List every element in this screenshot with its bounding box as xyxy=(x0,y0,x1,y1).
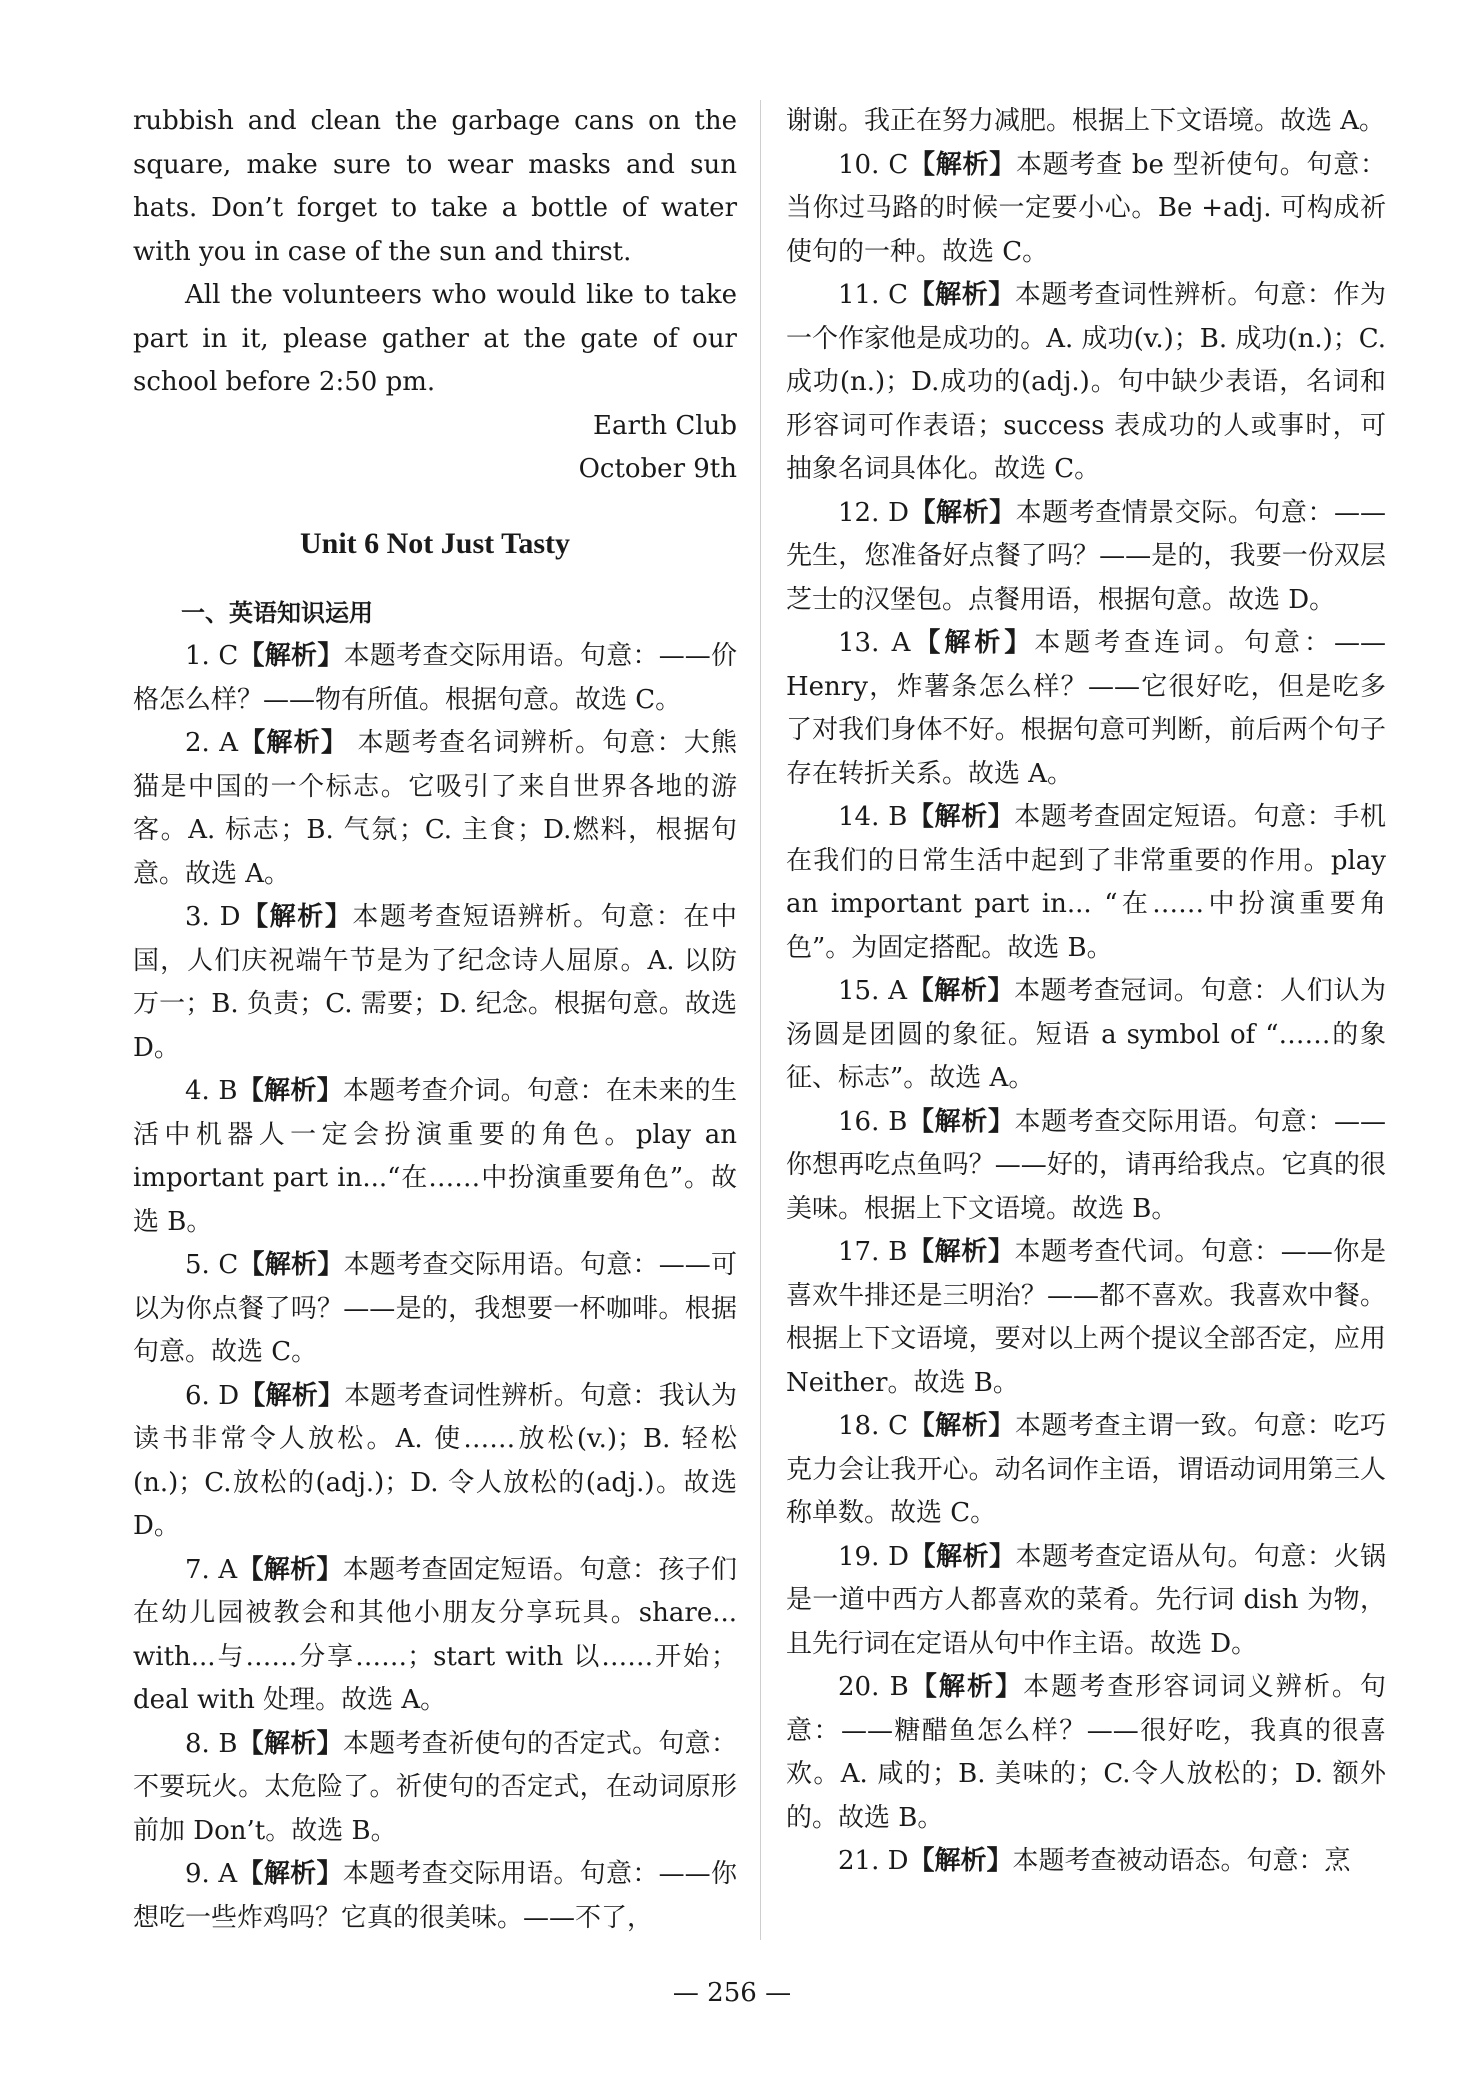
answer-label: 2. A xyxy=(185,728,239,758)
answer-explanation: 本题考查固定短语。句意：手机在我们的日常生活中起到了非常重要的作用。play an important part in... “在……中扮演重要角色”。为固定搭配。故选 B。 xyxy=(786,802,1386,963)
answer-label: 10. C xyxy=(838,149,909,180)
answer-item xyxy=(786,144,1386,275)
answer-item xyxy=(133,1375,737,1549)
answer-explanation: 本题考查短语辨析。句意：在中国，人们庆祝端午节是为了纪念诗人屈原。A. 以防万一；B. 负责；C. 需要；D. 纪念。根据句意。故选 D。 xyxy=(133,902,737,1063)
answer-label: 12. D xyxy=(838,497,909,528)
answer-explanation: 本题考查代词。句意：——你是喜欢牛排还是三明治？——都不喜欢。我喜欢中餐。根据上下文语境，要对以上两个提议全部否定，应用 Neither。故选 B。 xyxy=(786,1237,1386,1398)
answer-label: 5. C xyxy=(185,1250,239,1280)
analysis-tag: 【解析】 xyxy=(237,1728,343,1759)
signature: Earth Club xyxy=(593,410,737,441)
answer-label: 16. B xyxy=(838,1106,908,1137)
answer-label: 15. A xyxy=(838,976,907,1006)
answer-item xyxy=(133,722,737,896)
answer-item xyxy=(133,635,737,722)
analysis-tag: 【解析】 xyxy=(909,497,1016,528)
answer-explanation: 本题考查交际用语。句意：——你想再吃点鱼吗？——好的，请再给我点。它真的很美味。根据上下文语境。故选 B。 xyxy=(786,1106,1386,1224)
analysis-tag: 【解析】 xyxy=(237,1859,343,1889)
left-answer-list xyxy=(133,635,737,1940)
answer-label: 3. D xyxy=(185,902,241,932)
answer-explanation: 本题考查名词辨析。句意：大熊猫是中国的一个标志。它吸引了来自世界各地的游客。A. 标志；B. 气氛；C. 主食；D.燃料，根据句意。故选 A。 xyxy=(133,728,737,889)
answer-explanation: 本题考查词性辨析。句意：我认为读书非常令人放松。A. 使……放松(v.)；B. 轻松(n.)；C.放松的(adj.)；D. 令人放松的(adj.)。故选 D。 xyxy=(133,1380,737,1541)
page-number: — 256 — xyxy=(672,1978,792,2008)
answer-explanation: 本题考查冠词。句意：人们认为汤圆是团圆的象征。短语 a symbol of “……的象征、标志”。故选 A。 xyxy=(786,976,1386,1093)
answer-item xyxy=(786,796,1386,970)
answer-label: 7. A xyxy=(185,1554,238,1585)
analysis-tag: 【解析】 xyxy=(907,976,1015,1006)
answer-item xyxy=(786,622,1386,796)
answer-item xyxy=(133,1070,737,1244)
column-divider xyxy=(760,100,761,1940)
answer-item xyxy=(133,1853,737,1940)
answer-explanation: 本题考查词性辨析。句意：作为一个作家他是成功的。A. 成功(v.)；B. 成功(n.)；C. 成功(n.)；D.成功的(adj.)。句中缺少表语，名词和形容词可作表语；success 表成功的人或事时，可抽象名词具体化。故选 C。 xyxy=(786,280,1386,484)
answer-label: 6. D xyxy=(185,1380,240,1411)
answer-explanation: 本题考查连词。句意：——Henry，炸薯条怎么样？——它很好吃，但是吃多了对我们身体不好。根据句意可判断，前后两个句子存在转折关系。故选 A。 xyxy=(786,628,1386,789)
answer-label: 17. B xyxy=(838,1237,908,1267)
analysis-tag: 【解析】 xyxy=(908,1846,1013,1876)
answer-item xyxy=(786,492,1386,623)
answer-explanation: 本题考查交际用语。句意：——可以为你点餐了吗？——是的，我想要一杯咖啡。根据句意。故选 C。 xyxy=(133,1250,737,1367)
answer-explanation: 本题考查交际用语。句意：——你想吃一些炸鸡吗？它真的很美味。——不了， xyxy=(133,1859,737,1933)
answer-item xyxy=(786,970,1386,1101)
answer-explanation: 本题考查祈使句的否定式。句意：不要玩火。太危险了。祈使句的否定式，在动词原形前加 Don’t。故选 B。 xyxy=(133,1728,737,1846)
answer-label: 13. A xyxy=(838,628,911,658)
answer-item xyxy=(786,1536,1386,1667)
analysis-tag: 【解析】 xyxy=(907,1237,1015,1267)
answer-item xyxy=(786,274,1386,492)
analysis-tag: 【解析】 xyxy=(240,902,353,932)
answer-label: 1. C xyxy=(185,641,239,671)
analysis-tag: 【解析】 xyxy=(238,1250,344,1280)
answer-explanation: 本题考查被动语态。句意：烹 xyxy=(1012,1846,1351,1876)
answer-item xyxy=(133,1549,737,1723)
answer-label: 9. A xyxy=(185,1859,238,1889)
answer-item xyxy=(133,896,737,1070)
answer-label: 18. C xyxy=(838,1411,909,1441)
analysis-tag: 【解析】 xyxy=(237,1076,343,1106)
answer-label: 14. B xyxy=(838,802,908,832)
answer-item xyxy=(786,1840,1386,1884)
answer-explanation: 本题考查主谓一致。句意：吃巧克力会让我开心。动名词作主语，谓语动词用第三人称单数。故选 C。 xyxy=(786,1411,1386,1528)
analysis-tag: 【解析】 xyxy=(908,1411,1015,1441)
answer-explanation: 本题考查介词。句意：在未来的生活中机器人一定会扮演重要的角色。play an important part in...“在……中扮演重要角色”。故选 B。 xyxy=(133,1076,737,1237)
answer-item xyxy=(786,1231,1386,1405)
analysis-tag: 【解析】 xyxy=(907,802,1015,832)
analysis-tag: 【解析】 xyxy=(908,149,1016,180)
analysis-tag: 【解析】 xyxy=(239,1380,345,1411)
right-answer-list xyxy=(786,144,1386,1884)
unit-title: Unit 6 Not Just Tasty xyxy=(299,526,571,560)
answer-item xyxy=(786,1405,1386,1536)
answer-item xyxy=(786,1666,1386,1840)
volunteers-paragraph: All the volunteers who would like to take part in it, please gather at the gate of our school before 2:50 pm. xyxy=(133,280,737,397)
analysis-tag: 【解析】 xyxy=(908,1541,1016,1572)
answer-item xyxy=(133,1723,737,1854)
analysis-tag: 【解析】 xyxy=(238,728,349,758)
analysis-tag: 【解析】 xyxy=(907,1106,1015,1137)
answer-explanation: 本题考查固定短语。句意：孩子们在幼儿园被教会和其他小朋友分享玩具。share... with...与……分享……；start with 以……开始；deal with 处理。故选 A。 xyxy=(133,1554,737,1715)
intro-paragraph: rubbish and clean the garbage cans on the square, make sure to wear masks and sun hats. Don’t forget to take a bottle of water with you in case of the sun and thirst. xyxy=(133,106,737,267)
answer-label: 4. B xyxy=(185,1076,238,1106)
continuation-text: 谢谢。我正在努力减肥。根据上下文语境。故选 A。 xyxy=(786,106,1386,136)
answer-label: 8. B xyxy=(185,1728,238,1759)
answer-item xyxy=(786,1101,1386,1232)
analysis-tag: 【解析】 xyxy=(910,628,1035,658)
answer-explanation: 本题考查 be 型祈使句。句意：当你过马路的时候一定要小心。Be +adj. 可构成祈使句的一种。故选 C。 xyxy=(786,149,1386,267)
left-column xyxy=(133,100,737,1940)
answer-explanation: 本题考查交际用语。句意：——价格怎么样？——物有所值。根据句意。故选 C。 xyxy=(133,641,737,715)
analysis-tag: 【解析】 xyxy=(237,1554,343,1585)
answer-label: 11. C xyxy=(838,280,909,310)
analysis-tag: 【解析】 xyxy=(238,641,344,671)
analysis-tag: 【解析】 xyxy=(908,280,1015,310)
date: October 9th xyxy=(578,454,737,484)
answer-explanation: 本题考查定语从句。句意：火锅是一道中西方人都喜欢的菜肴。先行词 dish 为物，且先行词在定语从句中作主语。故选 D。 xyxy=(786,1541,1386,1659)
answer-explanation: 本题考查情景交际。句意：——先生，您准备好点餐了吗？——是的，我要一份双层芝士的汉堡包。点餐用语，根据句意。故选 D。 xyxy=(786,497,1386,615)
analysis-tag: 【解析】 xyxy=(908,1672,1024,1702)
answer-explanation: 本题考查形容词词义辨析。句意：——糖醋鱼怎么样？——很好吃，我真的很喜欢。A. 咸的；B. 美味的；C.令人放松的；D. 额外的。故选 B。 xyxy=(786,1672,1386,1833)
answer-item xyxy=(133,1244,737,1375)
answer-label: 19. D xyxy=(838,1541,909,1572)
answer-label: 21. D xyxy=(838,1846,909,1876)
answer-label: 20. B xyxy=(838,1672,909,1702)
right-column xyxy=(786,100,1386,1884)
section-heading: 一、英语知识运用 xyxy=(181,598,373,627)
